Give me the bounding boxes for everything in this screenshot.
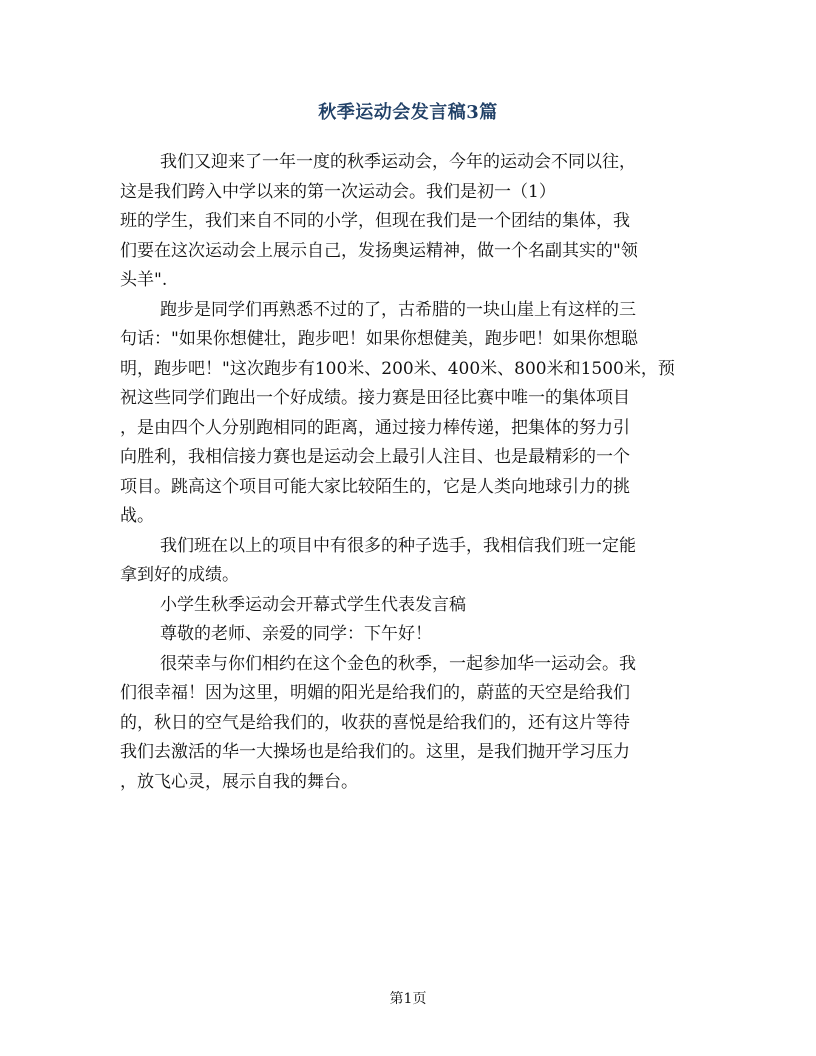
body-line: 的，秋日的空气是给我们的，收获的喜悦是给我们的，还有这片等待 (120, 712, 630, 733)
page-number: 第1页 (389, 991, 427, 1007)
salutation: 尊敬的老师、亲爱的同学：下午好！ (160, 624, 432, 644)
body-line: 项目。跳高这个项目可能大家比较陌生的，它是人类向地球引力的挑 (120, 476, 630, 497)
body-line: 班的学生，我们来自不同的小学，但现在我们是一个团结的集体，我 (120, 211, 630, 231)
body-line: 我们班在以上的项目中有很多的种子选手，我相信我们班一定能 (160, 535, 636, 556)
body-line: 拿到好的成绩。 (120, 565, 239, 585)
body-line: 跑步是同学们再熟悉不过的了，古希腊的一块山崖上有这样的三 (160, 299, 636, 320)
body-line: 们要在这次运动会上展示自己，发扬奥运精神，做一个名副其实的"领 (120, 240, 638, 261)
body-line: 这是我们跨入中学以来的第一次运动会。我们是初一（1） (120, 181, 556, 202)
body-line: 们很幸福！因为这里，明媚的阳光是给我们的，蔚蓝的天空是给我们 (120, 683, 630, 703)
body-line: ，放飞心灵，展示自我的舞台。 (120, 771, 358, 792)
body-line: 向胜利，我相信接力赛也是运动会上最引人注目、也是最精彩的一个 (120, 447, 630, 467)
body-line: 战。 (120, 506, 154, 526)
body-line: ，是由四个人分别跑相同的距离，通过接力棒传递，把集体的努力引 (120, 417, 630, 438)
document-body (120, 148, 695, 797)
body-line: 我们去激活的华一大操场也是给我们的。这里，是我们抛开学习压力 (120, 742, 630, 762)
body-line: 我们又迎来了一年一度的秋季运动会，今年的运动会不同以往， (160, 152, 636, 172)
body-line: 很荣幸与你们相约在这个金色的秋季，一起参加华一运动会。我 (160, 653, 636, 674)
body-line: 祝这些同学们跑出一个好成绩。接力赛是田径比赛中唯一的集体项目 (120, 388, 630, 408)
document-title: 秋季运动会发言稿3篇 (318, 102, 498, 123)
section-heading: 小学生秋季运动会开幕式学生代表发言稿 (160, 594, 466, 615)
body-line: 句话："如果你想健壮，跑步吧！如果你想健美，跑步吧！如果你想聪 (120, 329, 638, 349)
body-line: 明，跑步吧！"这次跑步有100米、200米、400米、800米和1500米，预 (120, 358, 675, 379)
body-line: 头羊". (120, 270, 168, 290)
